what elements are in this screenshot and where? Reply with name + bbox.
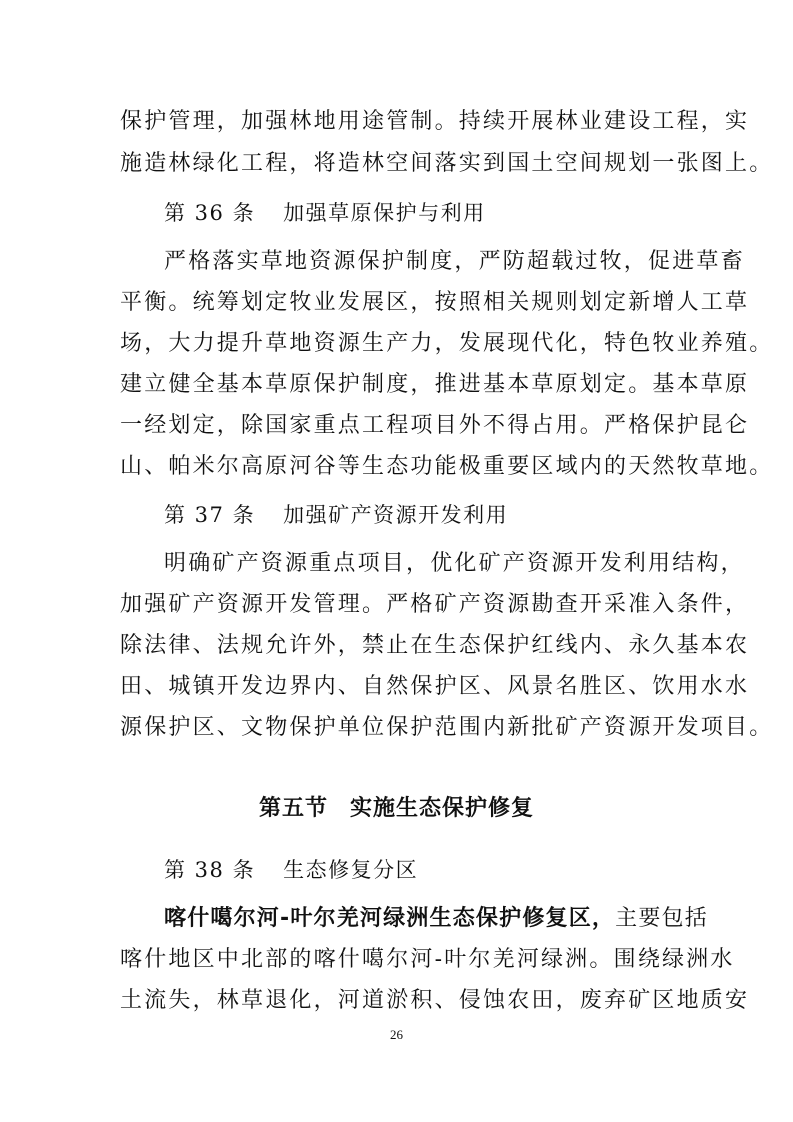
section-heading: [0, 794, 793, 824]
paragraph-line: 保护管理，加强林地用途管制。持续开展林业建设工程，实: [120, 109, 750, 134]
paragraph-line: 建立健全基本草原保护制度，推进基本草原划定。基本草原: [120, 372, 750, 397]
article-number: 第 38 条: [164, 858, 256, 882]
page-number: 26: [390, 1027, 403, 1042]
paragraph-line: 田、城镇开发边界内、自然保护区、风景名胜区、饮用水水: [120, 674, 750, 699]
paragraph-line: 场，大力提升草地资源生产力，发展现代化，特色牧业养殖。: [120, 331, 774, 356]
paragraph-text: 主要包括: [615, 906, 708, 931]
section-number: 第五节: [258, 796, 328, 821]
paragraph-line: [164, 904, 724, 934]
paragraph-line: 平衡。统筹划定牧业发展区，按照相关规则划定新增人工草: [120, 290, 750, 315]
paragraph-line: 加强矿产资源开发管理。严格矿产资源勘查开采准入条件，: [120, 592, 750, 617]
paragraph-line: 喀什地区中北部的喀什噶尔河-叶尔羌河绿洲。围绕绿洲水: [120, 947, 735, 972]
article-37-heading: [164, 500, 508, 530]
article-title: 加强草原保护与利用: [283, 201, 486, 225]
article-number: 第 36 条: [164, 201, 256, 225]
paragraph-line: 严格落实草地资源保护制度，严防超载过牧，促进草畜: [164, 249, 745, 274]
zone-name-bold: 喀什噶尔河-叶尔羌河绿洲生态保护修复区，: [164, 906, 616, 931]
article-36-heading: [164, 198, 486, 228]
paragraph-line: 明确矿产资源重点项目，优化矿产资源开发利用结构，: [164, 551, 745, 576]
paragraph-line: 施造林绿化工程，将造林空间落实到国土空间规划一张图上。: [120, 151, 774, 176]
paragraph-line: 土流失，林草退化，河道淤积、侵蚀农田，废弃矿区地质安: [120, 988, 750, 1013]
section-title: 实施生态保护修复: [350, 796, 535, 821]
paragraph-line: 源保护区、文物保护单位保护范围内新批矿产资源开发项目。: [120, 715, 774, 740]
article-38-heading: [164, 855, 418, 885]
article-number: 第 37 条: [164, 503, 256, 527]
paragraph-line: 除法律、法规允许外，禁止在生态保护红线内、永久基本农: [120, 633, 750, 658]
article-title: 加强矿产资源开发利用: [283, 503, 509, 527]
paragraph-line: 山、帕米尔高原河谷等生态功能极重要区域内的天然牧草地。: [120, 454, 774, 479]
article-title: 生态修复分区: [283, 858, 419, 882]
paragraph-line: 一经划定，除国家重点工程项目外不得占用。严格保护昆仑: [120, 413, 750, 438]
